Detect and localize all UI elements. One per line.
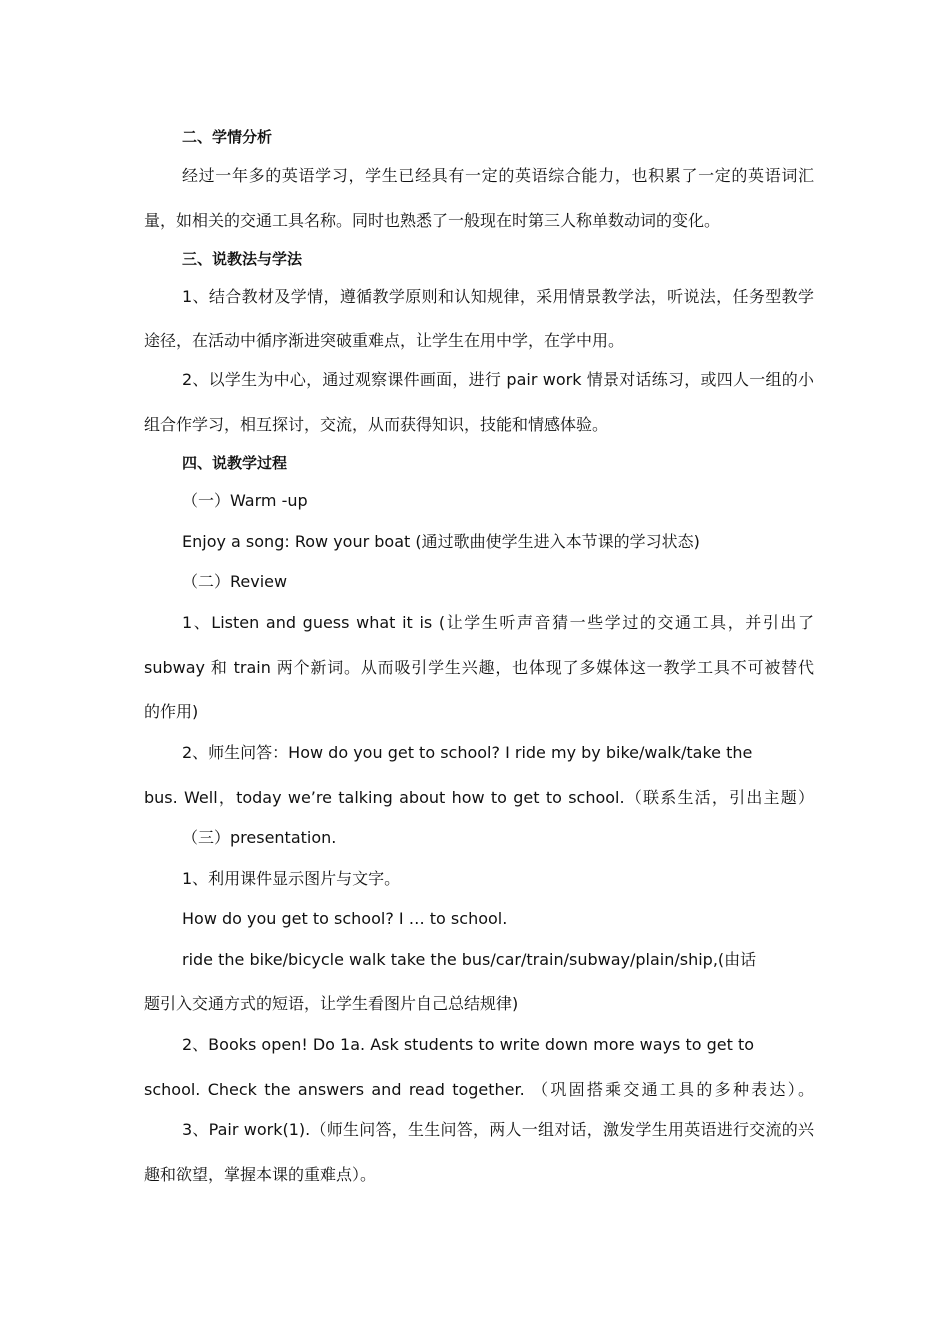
paragraph-line: 3、Pair work(1).（师生问答，生生问答，两人一组对话，激发学生用英语进行交流的兴 [182,1120,814,1139]
paragraph-line: 趣和欲望，掌握本课的重难点）。 [144,1165,377,1184]
paragraph-line: 2、师生问答：How do you get to school? I ride my by bike/walk/take the [182,743,753,762]
subsection-heading: （一）Warm -up [182,491,308,510]
paragraph-line: 2、以学生为中心，通过观察课件画面，进行 pair work 情景对话练习，或四人一组的小 [182,370,814,389]
paragraph-line: bus. Well，today we’re talking about how to get to school.（联系生活，引出主题） [144,788,814,807]
subsection-heading: （二）Review [182,572,288,591]
paragraph-line: 量，如相关的交通工具名称。同时也熟悉了一般现在时第三人称单数动词的变化。 [144,211,721,230]
paragraph-line: school. Check the answers and read together. （巩固搭乘交通工具的多种表达）。 [144,1080,814,1099]
subsection-heading: （三）presentation. [182,828,337,847]
paragraph-line: 2、Books open! Do 1a. Ask students to write down more ways to get to [182,1035,755,1054]
paragraph-line: 途径，在活动中循序渐进突破重难点，让学生在用中学，在学中用。 [144,331,625,350]
paragraph-line: ride the bike/bicycle walk take the bus/car/train/subway/plain/ship,(由话 [182,950,757,969]
paragraph-line: 题引入交通方式的短语，让学生看图片自己总结规律) [144,994,519,1013]
paragraph-line: 1、结合教材及学情，遵循教学原则和认知规律，采用情景教学法，听说法，任务型教学 [182,287,814,306]
paragraph-line: 的作用) [144,702,199,721]
section-heading-process: 四、说教学过程 [182,454,288,472]
paragraph-line: 1、利用课件显示图片与文字。 [182,869,401,888]
paragraph-line: 经过一年多的英语学习，学生已经具有一定的英语综合能力，也积累了一定的英语词汇 [182,166,814,185]
paragraph-line: subway 和 train 两个新词。从而吸引学生兴趣，也体现了多媒体这一教学工具不可被替代 [144,658,814,677]
paragraph-line: 1、Listen and guess what it is (让学生听声音猜一些学过的交通工具，并引出了 [182,613,814,632]
section-heading-methods: 三、说教法与学法 [182,250,303,268]
section-heading-learner-analysis: 二、学情分析 [182,128,273,146]
paragraph-line: Enjoy a song: Row your boat (通过歌曲使学生进入本节课的学习状态) [182,532,700,551]
paragraph-line: How do you get to school? I … to school. [182,909,508,928]
paragraph-line: 组合作学习，相互探讨，交流，从而获得知识，技能和情感体验。 [144,415,609,434]
